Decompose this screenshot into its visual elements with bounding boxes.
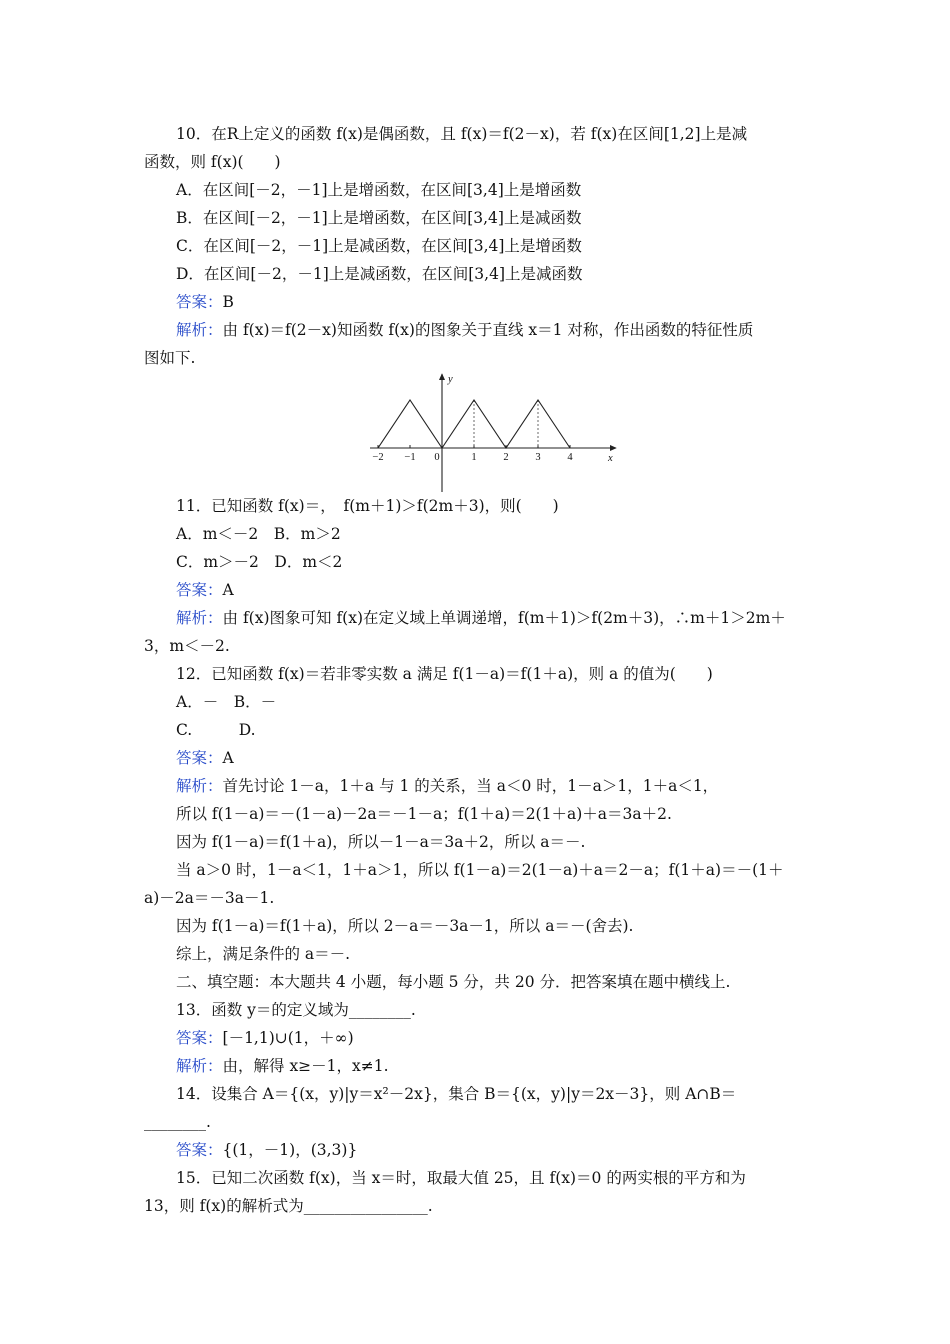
analysis-label: 解析： xyxy=(176,321,223,339)
text-line xyxy=(176,1083,736,1105)
text-line xyxy=(144,1195,433,1217)
line-text: 图如下. xyxy=(144,349,196,367)
line-text: C．m＞－2 D．m＜2 xyxy=(176,553,343,571)
analysis-label: 解析： xyxy=(176,1057,223,1075)
text-line xyxy=(144,1111,211,1133)
text-line xyxy=(176,803,672,825)
line-text: 由 f(x)＝f(2－x)知函数 f(x)的图象关于直线 x＝1 对称，作出函数的特征性质 xyxy=(222,321,754,339)
line-text: B xyxy=(222,293,234,311)
line-text: 因为 f(1－a)＝f(1＋a)，所以－1－a＝3a＋2，所以 a＝－. xyxy=(176,833,586,851)
line-text: B．在区间[－2，－1]上是增函数，在区间[3,4]上是减函数 xyxy=(176,209,582,227)
line-text: A．m＜－2 B．m＞2 xyxy=(176,525,341,543)
line-text: [－1,1)∪(1，＋∞) xyxy=(222,1029,354,1047)
line-text: a)－2a＝－3a－1. xyxy=(144,889,275,907)
text-line xyxy=(176,663,713,685)
text-line xyxy=(144,635,230,657)
line-text: C．在区间[－2，－1]上是减函数，在区间[3,4]上是增函数 xyxy=(176,237,582,255)
x-tick-label: −2 xyxy=(372,452,384,463)
x-tick-label: 2 xyxy=(503,452,509,463)
line-text: 13，则 f(x)的解析式为________________. xyxy=(144,1197,433,1215)
text-line xyxy=(176,523,341,545)
line-text: 14．设集合 A＝{(x，y)|y＝x²－2x}，集合 B＝{(x，y)|y＝2x－3}，则 A∩B＝ xyxy=(176,1085,737,1103)
answer-label: 答案： xyxy=(176,1029,223,1047)
text-line xyxy=(176,775,718,797)
line-text: 10．在R上定义的函数 f(x)是偶函数，且 f(x)＝f(2－x)，若 f(x)在区间[1,2]上是减 xyxy=(176,125,748,143)
x-tick-label: 0 xyxy=(434,452,440,463)
text-line xyxy=(176,691,276,713)
line-text: 综上，满足条件的 a＝－. xyxy=(176,945,351,963)
answer-label: 答案： xyxy=(176,749,223,767)
function-graph xyxy=(368,370,620,494)
text-line xyxy=(176,207,581,229)
text-line xyxy=(176,1139,357,1161)
line-text: ________. xyxy=(144,1113,211,1131)
text-line xyxy=(176,1167,746,1189)
text-line xyxy=(144,887,274,909)
text-line xyxy=(176,123,747,145)
line-text: C. D. xyxy=(176,721,256,739)
text-line xyxy=(176,1055,389,1077)
line-text: 首先讨论 1－a，1＋a 与 1 的关系，当 a＜0 时，1－a＞1，1＋a＜1， xyxy=(222,777,719,795)
text-line xyxy=(176,859,784,881)
text-line xyxy=(176,747,234,769)
x-tick-label: 3 xyxy=(535,452,541,463)
line-text: A．在区间[－2，－1]上是增函数，在区间[3,4]上是增函数 xyxy=(176,181,582,199)
analysis-label: 解析： xyxy=(176,609,223,627)
text-line xyxy=(176,263,583,285)
answer-label: 答案： xyxy=(176,293,223,311)
text-line xyxy=(176,179,581,201)
text-line xyxy=(176,319,753,341)
text-line xyxy=(176,999,416,1021)
line-text: 3，m＜－2. xyxy=(144,637,230,655)
text-line xyxy=(176,579,234,601)
line-text: 函数，则 f(x)( ) xyxy=(144,153,281,171)
line-text: A．－ B．－ xyxy=(176,693,277,711)
text-line xyxy=(176,1027,354,1049)
line-text: 当 a＞0 时，1－a＜1，1＋a＞1，所以 f(1－a)＝2(1－a)＋a＝2－a；f(1＋a)＝－(1＋ xyxy=(176,861,784,879)
line-text: 由 f(x)图象可知 f(x)在定义域上单调递增，f(m＋1)＞f(2m＋3)，∴m＋1＞2m＋ xyxy=(222,609,786,627)
x-axis-label: x xyxy=(608,453,613,464)
text-line xyxy=(176,551,342,573)
line-text: 15．已知二次函数 f(x)，当 x＝时，取最大值 25，且 f(x)＝0 的两实根的平方和为 xyxy=(176,1169,746,1187)
line-text: A xyxy=(222,581,234,599)
text-line xyxy=(176,235,582,257)
answer-label: 答案： xyxy=(176,581,223,599)
text-line xyxy=(176,719,256,741)
line-text: 所以 f(1－a)＝－(1－a)－2a＝－1－a；f(1＋a)＝2(1＋a)＋a＝3a＋2. xyxy=(176,805,672,823)
line-text: 二、填空题：本大题共 4 小题，每小题 5 分，共 20 分．把答案填在题中横线上. xyxy=(176,973,731,991)
text-line xyxy=(176,291,234,313)
line-text: 由，解得 x≥－1，x≠1. xyxy=(222,1057,389,1075)
x-tick-label: −1 xyxy=(404,452,416,463)
line-text: 因为 f(1－a)＝f(1＋a)，所以 2－a＝－3a－1，所以 a＝－(舍去). xyxy=(176,917,634,935)
text-line xyxy=(144,151,281,173)
text-line xyxy=(176,495,559,517)
line-text: 12．已知函数 f(x)＝若非零实数 a 满足 f(1－a)＝f(1＋a)，则 a 的值为( ) xyxy=(176,665,713,683)
text-line xyxy=(176,607,786,629)
dashed-guides xyxy=(474,400,538,448)
answer-label: 答案： xyxy=(176,1141,223,1159)
line-text: A xyxy=(222,749,234,767)
line-text: D．在区间[－2，－1]上是减函数，在区间[3,4]上是减函数 xyxy=(176,265,583,283)
line-text: 11．已知函数 f(x)＝， f(m＋1)＞f(2m＋3)，则( ) xyxy=(176,497,559,515)
text-line xyxy=(144,347,195,369)
x-tick-label: 4 xyxy=(567,452,573,463)
y-axis-label: y xyxy=(448,374,453,385)
line-text: 13．函数 y＝的定义域为________. xyxy=(176,1001,416,1019)
text-line xyxy=(176,971,730,993)
text-line xyxy=(176,831,585,853)
line-text: {(1，－1)，(3,3)} xyxy=(222,1141,358,1159)
text-line xyxy=(176,943,350,965)
text-line xyxy=(176,915,633,937)
analysis-label: 解析： xyxy=(176,777,223,795)
x-tick-label: 1 xyxy=(471,452,477,463)
